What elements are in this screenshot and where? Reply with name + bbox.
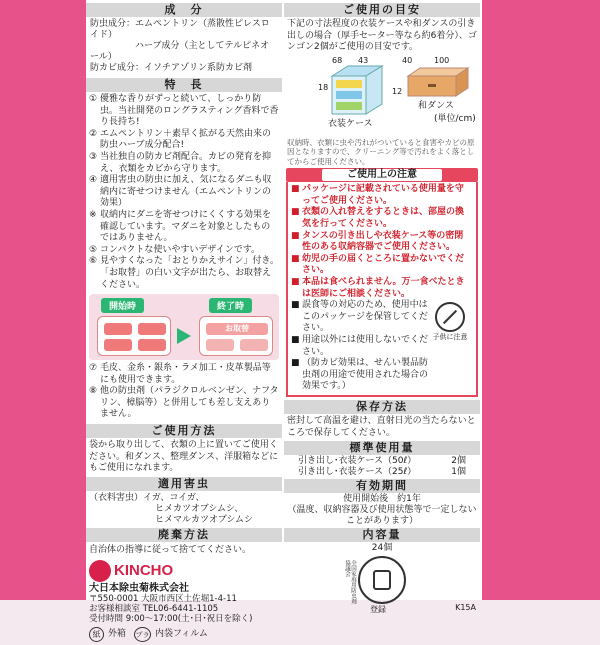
composition-line1: 防虫成分：エムペントリン（蒸散性ピレスロイド）: [90, 19, 270, 40]
company-consult: お客様相談室 TEL06-6441-1105: [89, 603, 219, 614]
exchange-sign: お取替: [206, 323, 268, 335]
contents-value: 24個: [371, 543, 393, 554]
feature-bullet: ※: [89, 209, 97, 220]
plastic-recycle-label: 内袋フィルム: [155, 629, 208, 640]
paper-recycle-label: 外箱: [108, 629, 127, 640]
caution-text: 幼児の手の届くところに置かないでください。: [302, 253, 465, 276]
unit-label: (単位/cm): [434, 113, 476, 124]
case-height: 18: [318, 82, 329, 92]
left-pink-band: [0, 0, 86, 600]
end-gel-tray: [199, 316, 273, 356]
feature-text: 見やすくなった「おとりかえサイン」付き。「お取替」の白い文字が出たら、お取替えください。: [100, 256, 280, 290]
caution-bullet: ■: [291, 277, 300, 288]
feature-text: エムペントリン＋素早く拡がる天然由来の防虫ハーブ成分配合!: [100, 128, 272, 151]
caution-text: （防カビ効果は、せんい製品防虫剤の用途で使用された場合の効果です。）: [302, 358, 429, 392]
company-name: 大日本除虫菊株式会社: [89, 582, 189, 594]
amount-row2-label: 引き出し･衣装ケース（25ℓ）: [298, 467, 417, 478]
case-label: 衣装ケース: [328, 118, 373, 129]
feature-text: 優雅な香りがずっと続いて、しっかり防虫。当社開発のロングラスティング香料で香り長持ち!: [100, 94, 279, 128]
storage-header: 保存方法: [284, 400, 480, 414]
guide-text: 下記の寸法程度の衣装ケースや和ダンスの引き出しの場合（厚手セーター等なら約6着分）、ゴンゴン2個がご使用の目安です。: [287, 19, 477, 53]
caution-item: [291, 207, 471, 230]
caution-item: [291, 277, 471, 300]
registration-seal-icon: [358, 556, 406, 604]
feature-item: [89, 245, 279, 257]
caution-bullet: ■: [291, 253, 300, 264]
left-column: [86, 0, 282, 645]
caution-item: [291, 254, 471, 277]
caution-bullet: ■: [291, 207, 300, 218]
right-pink-band: [482, 0, 600, 600]
disposal-text: 自治体の指導に従って捨ててください。: [89, 544, 252, 555]
caution-text: パッケージに記載されている使用量を守ってご使用ください。: [302, 184, 464, 206]
feature-bullet: ③: [89, 151, 98, 162]
contents-header: 内容量: [284, 528, 480, 542]
arrow-right-icon: [177, 328, 191, 344]
case-width: 43: [358, 55, 369, 65]
tansu-height: 12: [392, 86, 403, 96]
features-list: [86, 92, 282, 291]
caution-list: [291, 184, 473, 393]
caution-text: タンスの引き出しや衣装ケース等の密閉性のある収納容器でご使用ください。: [302, 230, 464, 253]
pests-header: 適用害虫: [86, 477, 282, 491]
amount-row1-label: 引き出し･衣装ケース（50ℓ）: [298, 456, 417, 467]
storage-text: 密封して高温を避け、直射日光の当たらないところで保存してください。: [287, 415, 476, 438]
right-column: [284, 0, 480, 616]
composition-line3: 防カビ成分：イソチアゾリン系防カビ剤: [90, 63, 253, 73]
validity-header: 有効期間: [284, 479, 480, 493]
caution-bullet: ■: [291, 184, 300, 195]
product-code: K15A: [455, 603, 476, 613]
caution-item: [291, 184, 471, 207]
caution-bullet: ■: [291, 358, 300, 369]
caution-text: 本品は食べられません。万一食べたときは医師にご相談ください。: [302, 277, 465, 299]
feature-text: 当社独自の防カビ剤配合。カビの発育を抑え、衣類をカビから守ります。: [100, 151, 272, 174]
guide-header: ご使用の目安: [284, 3, 480, 17]
caution-header-bar: [286, 168, 478, 182]
end-label: 終了時: [209, 298, 252, 313]
usage-header: ご使用方法: [86, 424, 282, 438]
caution-item: [291, 358, 471, 393]
caution-box: [286, 182, 478, 397]
pests-line3: ヒメマルカツオブシムシ: [155, 514, 254, 525]
feature2-text: 毛皮、金糸・銀糸・ラメ加工・皮革製品等にも使用できます。: [100, 363, 271, 385]
exchange-sign-figure: [89, 294, 279, 360]
case-depth: 68: [332, 55, 343, 65]
feature-item: [89, 94, 279, 129]
feature-bullet: ①: [89, 94, 98, 104]
clothing-case-icon: [328, 64, 384, 116]
usage-text: 袋から取り出して、衣類の上に置いてご使用ください。和ダンス、整理ダンス、洋服箱などにもご使用になれます。: [89, 440, 279, 474]
feature-bullet: ②: [89, 128, 98, 139]
brand-name: KINCHO: [114, 562, 174, 580]
seal-text: 全国家庭用防虫剤協議会: [344, 560, 356, 605]
start-gel-tray: [97, 316, 171, 356]
paper-recycle-icon: 紙: [89, 627, 104, 642]
feature-bullet: ④: [89, 175, 98, 186]
seal-label: 登録: [370, 605, 386, 615]
feature-item: [89, 175, 279, 210]
feature2-bullet: ⑦: [89, 363, 98, 374]
caution-item: [291, 231, 471, 254]
validity-line2: （温度、収納容器及び使用状態等で一定しないことがあります）: [287, 505, 477, 527]
caution-header: ご使用上の注意: [322, 169, 442, 181]
tansu-depth: 40: [402, 55, 413, 65]
validity-line1: 使用開始後 約1年: [343, 494, 421, 505]
company-hours: 受付時間 9:00～17:00(土･日･祝日を除く): [89, 613, 253, 624]
feature2-item: [89, 386, 279, 421]
child-warning-mark: [430, 302, 470, 342]
feature-text: 適用害虫の防虫に加え、気になるダニも収納内に寄せつけません（エムペントリンの効果）: [100, 175, 272, 209]
caution-bullet: ■: [291, 300, 300, 311]
start-label: 開始時: [101, 298, 144, 313]
feature-text: コンパクトな使いやすいデザインです。: [100, 244, 261, 255]
amount-row1-value: 2個: [451, 456, 466, 467]
size-diagram: [284, 56, 480, 138]
caution-bullet: ■: [291, 335, 300, 345]
composition-line2: ハーブ成分（主としてテルピネオール）: [90, 41, 270, 62]
pests-line2: ヒメカツオブシムシ、: [155, 503, 244, 514]
feature2-bullet: ⑧: [89, 386, 98, 397]
company-address: 〒550-0001 大阪市西区土佐堀1-4-11: [89, 593, 237, 604]
feature-text: 収納内にダニを寄せつけにくくする効果を確認しています。マダニを対象としたものではありません。: [100, 209, 272, 244]
caution-bullet: ■: [291, 230, 300, 241]
feature-item: [89, 256, 279, 291]
feature-bullet: ⑥: [89, 256, 98, 267]
tansu-width: 100: [434, 55, 450, 65]
caution-text: 誤食等の対応のため、使用中はこのパッケージを保管してください。: [302, 300, 428, 334]
feature-item: [89, 152, 279, 175]
amount-row2-value: 1個: [451, 467, 466, 478]
features-list-2: [86, 360, 282, 421]
composition-header: 成 分: [86, 3, 282, 17]
storage-note: 収納時、衣類に虫や汚れがついていると食害やカビの原因となりますので、クリーニング等で汚れをよく落としてからご使用ください。: [287, 137, 475, 166]
feature-item: [89, 210, 279, 245]
disposal-header: 廃棄方法: [86, 528, 282, 542]
feature2-text: 他の防虫剤（パラジクロルベンゼン、ナフタリン、樟脳等）と併用しても差し支えありません。: [100, 386, 279, 420]
tansu-label: 和ダンス: [418, 100, 454, 111]
feature-item: [89, 129, 279, 152]
feature-bullet: ⑤: [89, 244, 98, 255]
feature2-item: [89, 363, 279, 386]
tansu-drawer-icon: [406, 66, 470, 100]
pests-line1: （衣料害虫）イガ、コイガ、: [89, 492, 205, 503]
company-block: [86, 558, 282, 584]
amount-header: 標準使用量: [284, 441, 480, 455]
kincho-logo-icon: [89, 560, 111, 582]
caution-text: 用途以外には使用しないでください。: [302, 335, 429, 357]
plastic-recycle-icon: プラ: [134, 627, 151, 642]
caution-text: 衣類の入れ替えをするときは、部屋の換気を行ってください。: [302, 207, 465, 230]
child-warning-text: 子供に注意: [432, 333, 468, 342]
seal-area: [284, 554, 480, 616]
features-header: 特 長: [86, 78, 282, 92]
